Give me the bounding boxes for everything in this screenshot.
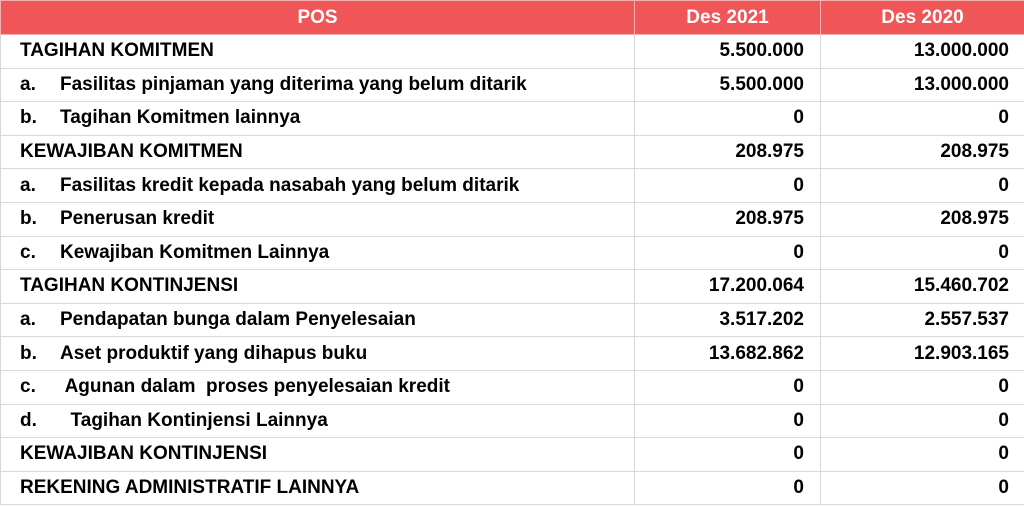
- row-label-cell: [1, 471, 635, 505]
- header-des-2020: Des 2020: [821, 1, 1024, 35]
- value-des-2021: 0: [635, 236, 821, 270]
- value-des-2020: 2.557.537: [821, 303, 1024, 337]
- row-label-cell: [1, 102, 635, 136]
- row-label-cell: [1, 438, 635, 472]
- row-label: TAGIHAN KONTINJENSI: [20, 275, 239, 297]
- value-des-2020: 0: [821, 471, 1024, 505]
- table-row: [1, 68, 1024, 102]
- table-row: [1, 471, 1024, 505]
- row-label: Fasilitas kredit kepada nasabah yang belum ditarik: [60, 174, 520, 196]
- row-prefix: b.: [20, 208, 37, 230]
- row-prefix: b.: [20, 342, 37, 364]
- value-des-2021: 13.682.862: [635, 337, 821, 371]
- table-body: [1, 35, 1024, 505]
- table-row: [1, 337, 1024, 371]
- value-des-2021: 0: [635, 471, 821, 505]
- value-des-2020: 0: [821, 438, 1024, 472]
- row-prefix: c.: [20, 241, 36, 263]
- row-prefix: a.: [20, 309, 36, 331]
- row-label-cell: [1, 68, 635, 102]
- row-label-cell: [1, 35, 635, 69]
- value-des-2021: 0: [635, 438, 821, 472]
- row-label-cell: [1, 270, 635, 304]
- row-label: Aset produktif yang dihapus buku: [60, 342, 368, 364]
- value-des-2020: 0: [821, 370, 1024, 404]
- row-label-cell: [1, 135, 635, 169]
- row-label: Tagihan Kontinjensi Lainnya: [60, 409, 328, 431]
- row-label: Fasilitas pinjaman yang diterima yang belum ditarik: [60, 73, 527, 95]
- row-label: Kewajiban Komitmen Lainnya: [60, 241, 330, 263]
- table-row: [1, 102, 1024, 136]
- header-des-2021: Des 2021: [635, 1, 821, 35]
- table-row: [1, 303, 1024, 337]
- table-row: [1, 169, 1024, 203]
- row-label-cell: [1, 404, 635, 438]
- row-prefix: c.: [20, 376, 36, 398]
- row-label: Agunan dalam proses penyelesaian kredit: [60, 376, 450, 398]
- row-label: TAGIHAN KOMITMEN: [20, 40, 214, 62]
- value-des-2021: 0: [635, 370, 821, 404]
- row-prefix: a.: [20, 174, 36, 196]
- row-prefix: b.: [20, 107, 37, 129]
- value-des-2021: 5.500.000: [635, 35, 821, 69]
- table-row: [1, 236, 1024, 270]
- value-des-2021: 208.975: [635, 202, 821, 236]
- row-label: REKENING ADMINISTRATIF LAINNYA: [20, 477, 360, 499]
- row-prefix: d.: [20, 409, 37, 431]
- value-des-2020: 13.000.000: [821, 35, 1024, 69]
- table-row: [1, 404, 1024, 438]
- table-row: [1, 202, 1024, 236]
- value-des-2020: 208.975: [821, 135, 1024, 169]
- value-des-2020: 13.000.000: [821, 68, 1024, 102]
- row-label-cell: [1, 370, 635, 404]
- value-des-2020: 12.903.165: [821, 337, 1024, 371]
- row-label-cell: [1, 236, 635, 270]
- value-des-2020: 0: [821, 169, 1024, 203]
- value-des-2021: 0: [635, 169, 821, 203]
- row-label: KEWAJIBAN KONTINJENSI: [20, 443, 268, 465]
- table-row: [1, 135, 1024, 169]
- row-label: KEWAJIBAN KOMITMEN: [20, 141, 243, 163]
- table-row: [1, 438, 1024, 472]
- value-des-2020: 0: [821, 236, 1024, 270]
- row-label-cell: [1, 202, 635, 236]
- row-label-cell: [1, 337, 635, 371]
- row-label-cell: [1, 303, 635, 337]
- value-des-2021: 0: [635, 404, 821, 438]
- row-label: Penerusan kredit: [60, 208, 215, 230]
- row-label: Pendapatan bunga dalam Penyelesaian: [60, 309, 416, 331]
- header-pos: POS: [1, 1, 635, 35]
- table-row: [1, 35, 1024, 69]
- value-des-2020: 0: [821, 404, 1024, 438]
- value-des-2021: 5.500.000: [635, 68, 821, 102]
- table-header-row: [1, 1, 1024, 35]
- row-label-cell: [1, 169, 635, 203]
- table-row: [1, 270, 1024, 304]
- value-des-2020: 208.975: [821, 202, 1024, 236]
- value-des-2021: 208.975: [635, 135, 821, 169]
- value-des-2020: 15.460.702: [821, 270, 1024, 304]
- row-label: Tagihan Komitmen lainnya: [60, 107, 301, 129]
- value-des-2021: 3.517.202: [635, 303, 821, 337]
- value-des-2020: 0: [821, 102, 1024, 136]
- value-des-2021: 17.200.064: [635, 270, 821, 304]
- row-prefix: a.: [20, 73, 36, 95]
- table-row: [1, 370, 1024, 404]
- value-des-2021: 0: [635, 102, 821, 136]
